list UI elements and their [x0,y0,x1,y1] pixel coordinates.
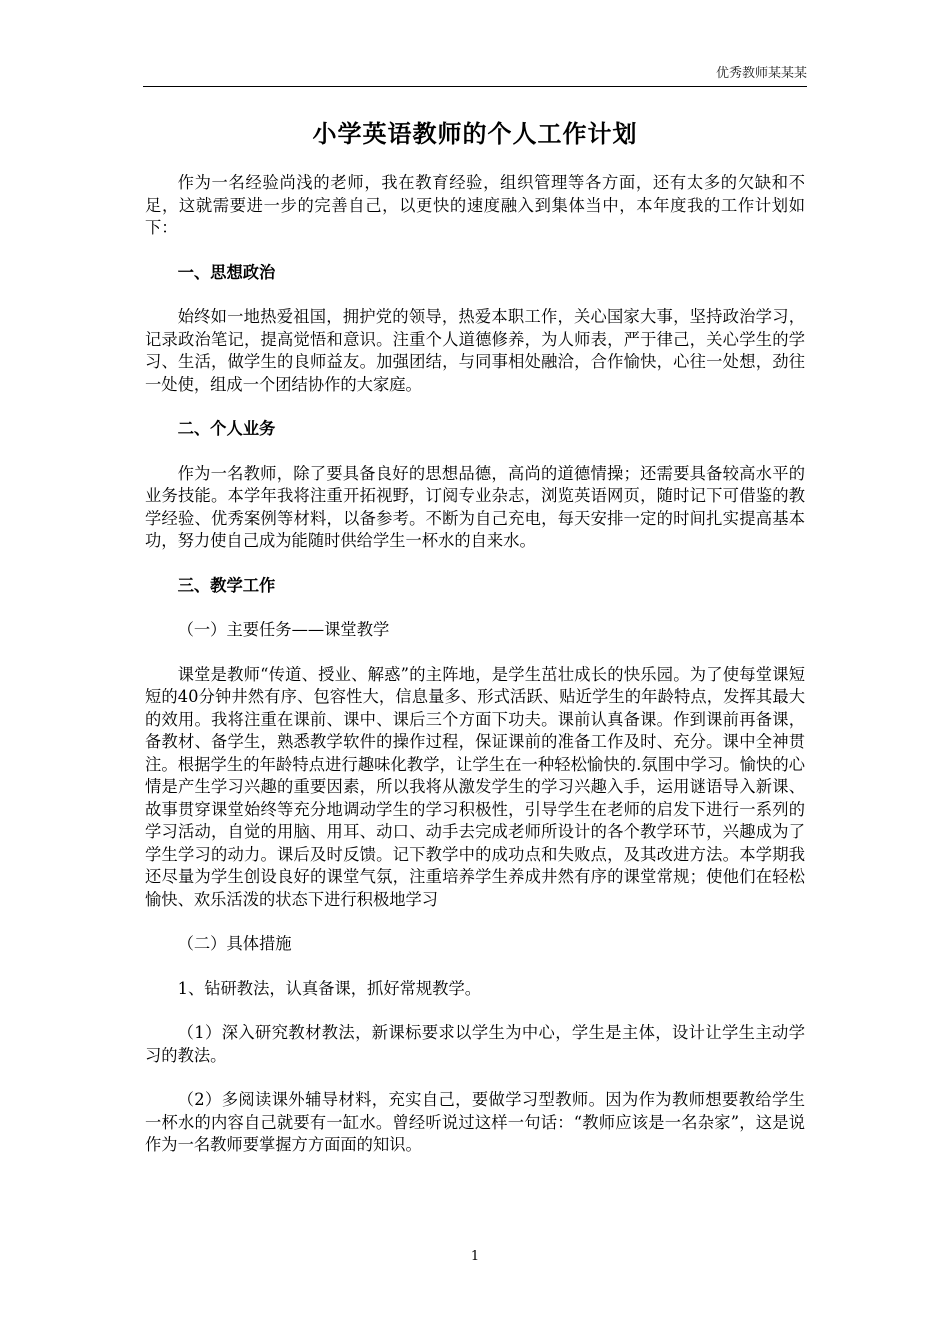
measure-item-1-2: （2）多阅读课外辅导材料，充实自己，要做学习型教师。因为作为教师想要教给学生一杯水的内容自己就要有一缸水。曾经听说过这样一句话：“教师应该是一名杂家”，这是说作为一名教师要掌握方方面面的知识。 [145,1090,805,1154]
section-heading-teaching: 三、教学工作 [177,575,276,595]
document-title: 小学英语教师的个人工作计划 [312,119,638,148]
section-body-profession: 作为一名教师，除了要具备良好的思想品德，高尚的道德情操；还需要具备较高水平的业务技能。本学年我将注重开拓视野，订阅专业杂志，浏览英语网页，随时记下可借鉴的教学经验、优秀案例等材料，以备参考。不断为自己充电，每天安排一定的时间扎实提高基本功，努力使自己成为能随时供给学生一杯水的自来水。 [145,463,805,550]
measure-item-1: 1、钻研教法，认真备课，抓好常规教学。 [177,978,482,998]
header-divider [143,86,807,87]
subsection-heading-measures: （二）具体措施 [177,934,292,953]
page-number: 1 [470,1249,480,1264]
section-heading-profession: 二、个人业务 [177,419,276,438]
section-heading-politics: 一、思想政治 [177,262,276,282]
intro-paragraph: 作为一名经验尚浅的老师，我在教育经验，组织管理等各方面，还有太多的欠缺和不足，这就需要进一步的完善自己，以更快的速度融入到集体当中，本年度我的工作计划如下： [145,173,805,237]
page-header-text: 优秀教师某某某 [715,66,807,81]
section-body-politics: 始终如一地热爱祖国，拥护党的领导，热爱本职工作，关心国家大事，坚持政治学习，记录政治笔记，提高觉悟和意识。注重个人道德修养，为人师表，严于律己，关心学生的学习、生活，做学生的良师益友。加强团结，与同事相处融洽，合作愉快，心往一处想，劲往一处使，组成一个团结协作的大家庭。 [145,307,805,394]
subsection-heading-main-task: （一）主要任务——课堂教学 [177,620,390,639]
document-body [145,117,805,1179]
subsection-body-main-task: 课堂是教师“传道、授业、解惑”的主阵地，是学生茁壮成长的快乐园。为了使每堂课短短的40分钟井然有序、包容性大，信息量多、形式活跃、贴近学生的年龄特点，发挥其最大的效用。我将注重在课前、课中、课后三个方面下功夫。课前认真备课。作到课前再备课，备教材、备学生，熟悉教学软件的操作过程，保证课前的准备工作及时、充分。课中全神贯注。根据学生的年龄特点进行趣味化教学，让学生在一种轻松愉快的.氛围中学习。愉快的心情是产生学习兴趣的重要因素，所以我将从激发学生的学习兴趣入手，运用谜语导入新课、故事贯穿课堂始终等充分地调动学生的学习积极性，引导学生在老师的启发下进行一系列的学习活动，自觉的用脑、用耳、动口、动手去完成老师所设计的各个教学环节，兴趣成为了学生学习的动力。课后及时反馈。记下教学中的成功点和失败点，及其改进方法。本学期我还尽量为学生创设良好的课堂气氛，注重培养学生养成井然有序的课堂常规；使他们在轻松愉快、欢乐活泼的状态下进行积极地学习 [145,664,805,909]
measure-item-1-1: （1）深入研究教材教法，新课标要求以学生为中心，学生是主体，设计让学生主动学习的教法。 [145,1023,805,1065]
